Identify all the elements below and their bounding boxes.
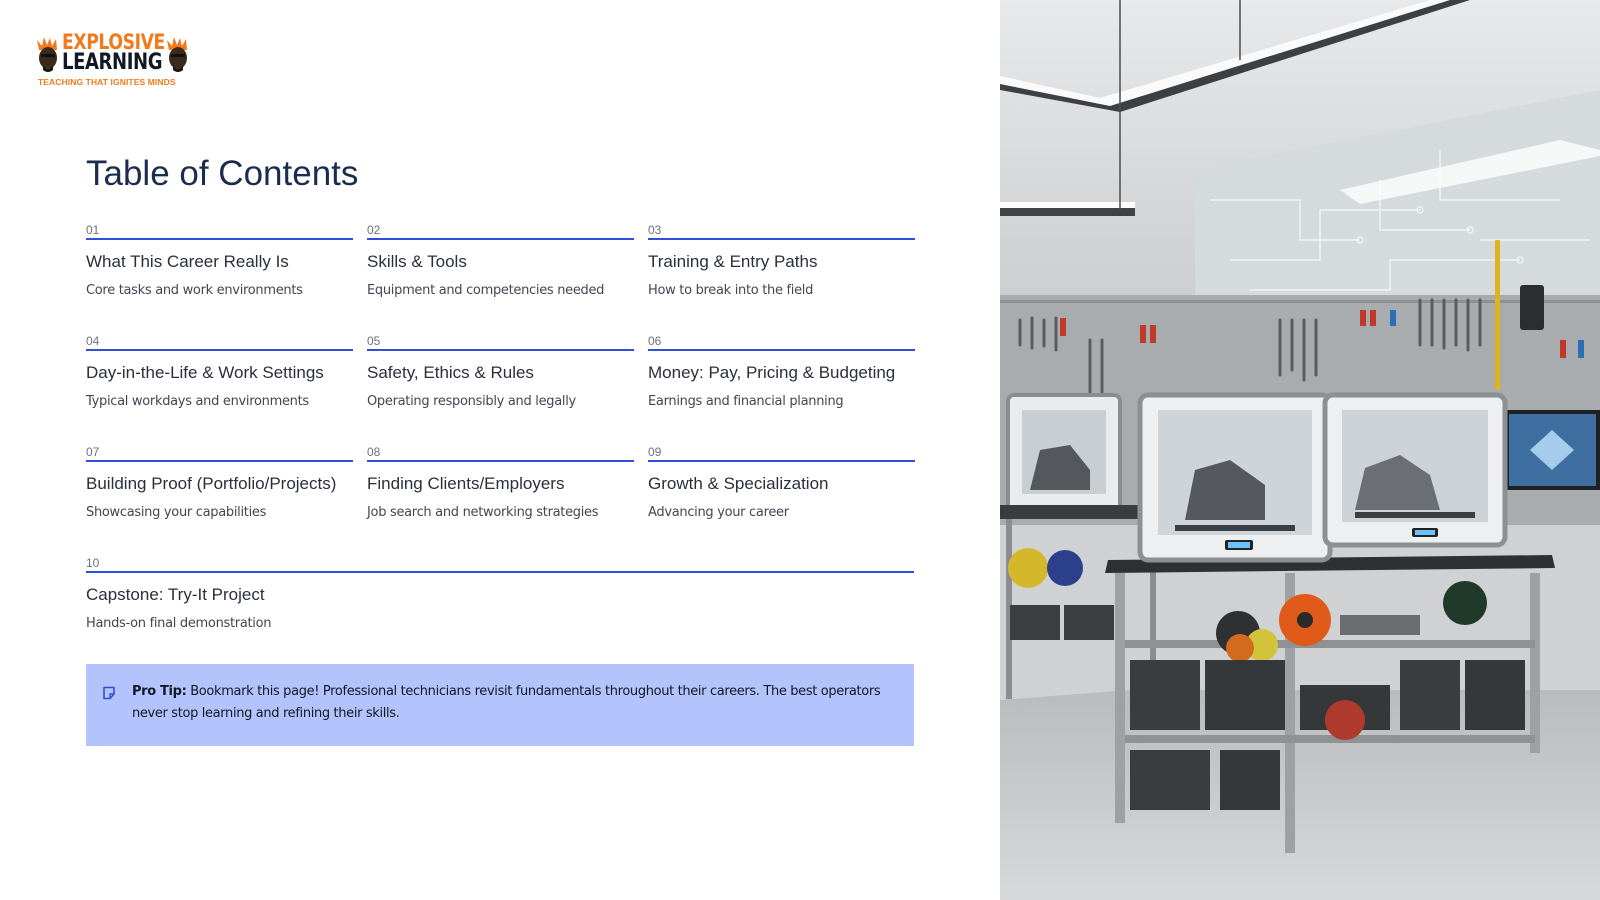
toc-number: 01 [86,223,100,237]
toc-item-10[interactable] [86,555,914,632]
toc-item-02[interactable] [367,222,634,299]
toc-subtitle: Core tasks and work environments [86,283,303,298]
toc-divider [86,238,353,240]
toc-number: 07 [86,445,100,459]
toc-number: 10 [86,556,100,570]
page-title: Table of Contents [86,154,359,193]
logo-tagline: TEACHING THAT IGNITES MINDS [38,77,176,87]
flame-head-icon [36,36,60,74]
toc-number: 09 [648,445,662,459]
pro-tip-label: Pro Tip: [132,684,187,699]
toc-heading: Building Proof (Portfolio/Projects) [86,474,337,493]
toc-divider [367,460,634,462]
toc-item-09[interactable] [648,444,915,521]
toc-heading: Capstone: Try-It Project [86,585,265,604]
toc-number: 04 [86,334,100,348]
toc-subtitle: Typical workdays and environments [86,394,309,409]
toc-divider [367,349,634,351]
pro-tip-callout [86,664,914,746]
toc-number: 03 [648,223,662,237]
workshop-photo [1000,0,1600,900]
toc-item-01[interactable] [86,222,353,299]
toc-heading: Day-in-the-Life & Work Settings [86,363,324,382]
toc-item-03[interactable] [648,222,915,299]
logo-line2: LEARNING [62,50,163,75]
pro-tip-text [132,681,890,725]
toc-heading: Skills & Tools [367,252,467,271]
toc-divider [648,238,915,240]
flame-head-icon [166,36,190,74]
toc-subtitle: Hands-on final demonstration [86,616,272,631]
toc-item-06[interactable] [648,333,915,410]
toc-divider [86,460,353,462]
toc-heading: What This Career Really Is [86,252,289,271]
toc-item-04[interactable] [86,333,353,410]
toc-divider [367,238,634,240]
toc-number: 02 [367,223,381,237]
toc-divider [648,460,915,462]
toc-item-08[interactable] [367,444,634,521]
toc-divider [86,349,353,351]
toc-subtitle: Earnings and financial planning [648,394,844,409]
toc-subtitle: Advancing your career [648,505,789,520]
toc-number: 06 [648,334,662,348]
brand-logo [36,30,196,92]
toc-divider [648,349,915,351]
pro-tip-body: Bookmark this page! Professional technicians revisit fundamentals throughout their careers. The best operators never stop learning and refining their skills. [132,684,881,721]
toc-subtitle: Showcasing your capabilities [86,505,267,520]
toc-number: 08 [367,445,381,459]
toc-subtitle: How to break into the field [648,283,814,298]
toc-divider [86,571,914,573]
3d-printer-workshop-image [1000,0,1600,900]
logo-line1: EXPLOSIVE [62,30,165,54]
note-icon [102,686,116,700]
toc-subtitle: Operating responsibly and legally [367,394,576,409]
toc-subtitle: Job search and networking strategies [367,505,599,520]
toc-heading: Money: Pay, Pricing & Budgeting [648,363,896,382]
toc-heading: Finding Clients/Employers [367,474,565,493]
toc-item-07[interactable] [86,444,353,521]
toc-heading: Growth & Specialization [648,474,829,493]
toc-subtitle: Equipment and competencies needed [367,283,605,298]
toc-heading: Training & Entry Paths [648,252,818,271]
toc-item-05[interactable] [367,333,634,410]
toc-number: 05 [367,334,381,348]
toc-heading: Safety, Ethics & Rules [367,363,534,382]
